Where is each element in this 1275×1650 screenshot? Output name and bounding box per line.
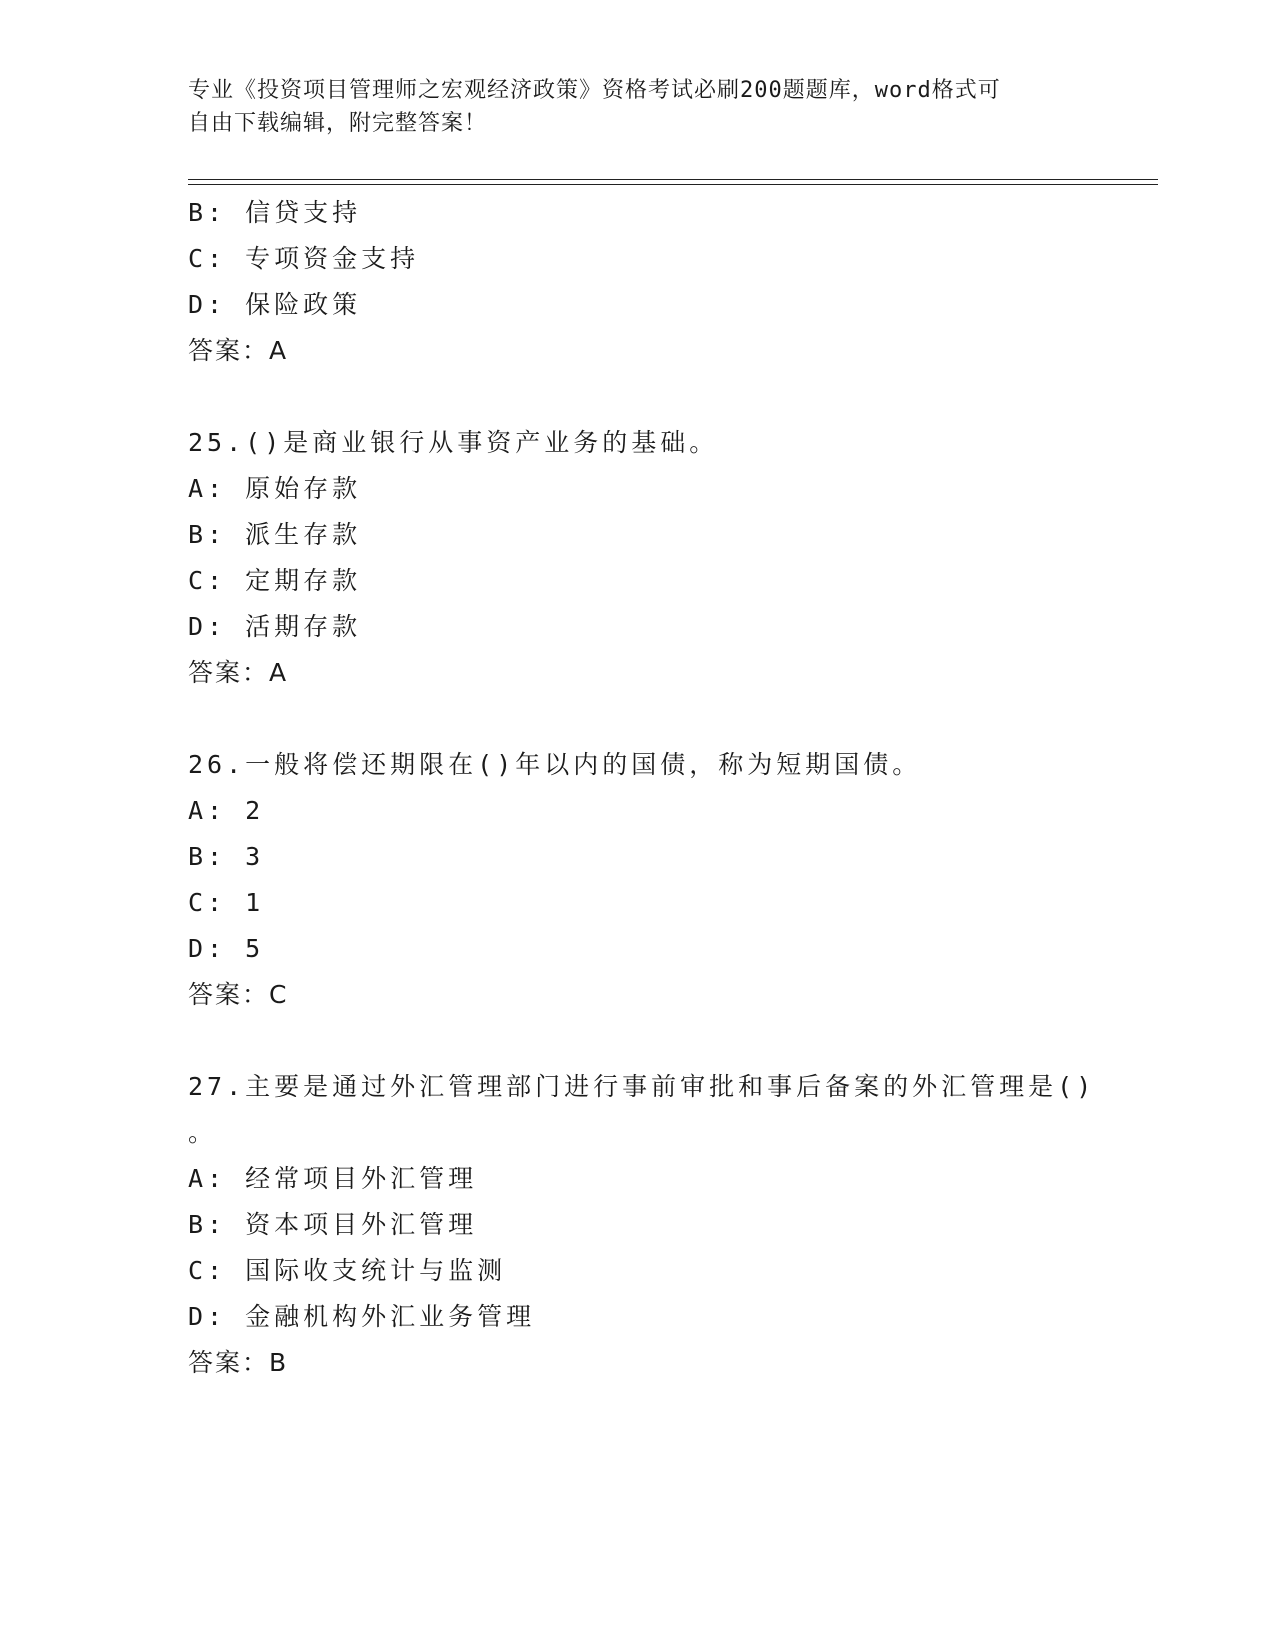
option-d: D: 5 bbox=[188, 934, 265, 963]
question-27 bbox=[188, 1064, 1096, 1386]
option-b: B: 派生存款 bbox=[188, 520, 362, 549]
answer: 答案：B bbox=[188, 1348, 289, 1377]
option-c: C: 专项资金支持 bbox=[188, 244, 420, 273]
header-line-1: 专业《投资项目管理师之宏观经济政策》资格考试必刷200题题库，word格式可 bbox=[188, 78, 1001, 103]
option-b: B: 信贷支持 bbox=[188, 198, 362, 227]
option-d: D: 保险政策 bbox=[188, 290, 362, 319]
answer: 答案：A bbox=[188, 336, 289, 365]
spacer bbox=[188, 1018, 1088, 1064]
option-c: C: 1 bbox=[188, 888, 265, 917]
spacer bbox=[188, 696, 1088, 742]
document-header bbox=[188, 74, 1068, 140]
question-text: 25.()是商业银行从事资产业务的基础。 bbox=[188, 428, 719, 457]
option-a: A: 原始存款 bbox=[188, 474, 362, 503]
header-line-2: 自由下载编辑，附完整答案！ bbox=[188, 111, 488, 136]
spacer bbox=[188, 374, 1088, 420]
option-a: A: 2 bbox=[188, 796, 265, 825]
question-26 bbox=[188, 742, 1088, 1018]
option-a: A: 经常项目外汇管理 bbox=[188, 1164, 478, 1193]
header-divider bbox=[188, 179, 1158, 185]
option-d: D: 金融机构外汇业务管理 bbox=[188, 1302, 536, 1331]
option-c: C: 国际收支统计与监测 bbox=[188, 1256, 507, 1285]
question-list bbox=[188, 190, 1096, 1386]
question-text: 26.一般将偿还期限在()年以内的国债，称为短期国债。 bbox=[188, 750, 922, 779]
question-text: 27.主要是通过外汇管理部门进行事前审批和事后备案的外汇管理是() bbox=[188, 1072, 1096, 1101]
question-25 bbox=[188, 420, 1088, 696]
question-text-continuation: 。 bbox=[188, 1118, 214, 1147]
option-c: C: 定期存款 bbox=[188, 566, 362, 595]
option-b: B: 3 bbox=[188, 842, 265, 871]
answer: 答案：C bbox=[188, 980, 289, 1009]
question-24 bbox=[188, 190, 1088, 374]
option-d: D: 活期存款 bbox=[188, 612, 362, 641]
option-b: B: 资本项目外汇管理 bbox=[188, 1210, 478, 1239]
answer: 答案：A bbox=[188, 658, 289, 687]
